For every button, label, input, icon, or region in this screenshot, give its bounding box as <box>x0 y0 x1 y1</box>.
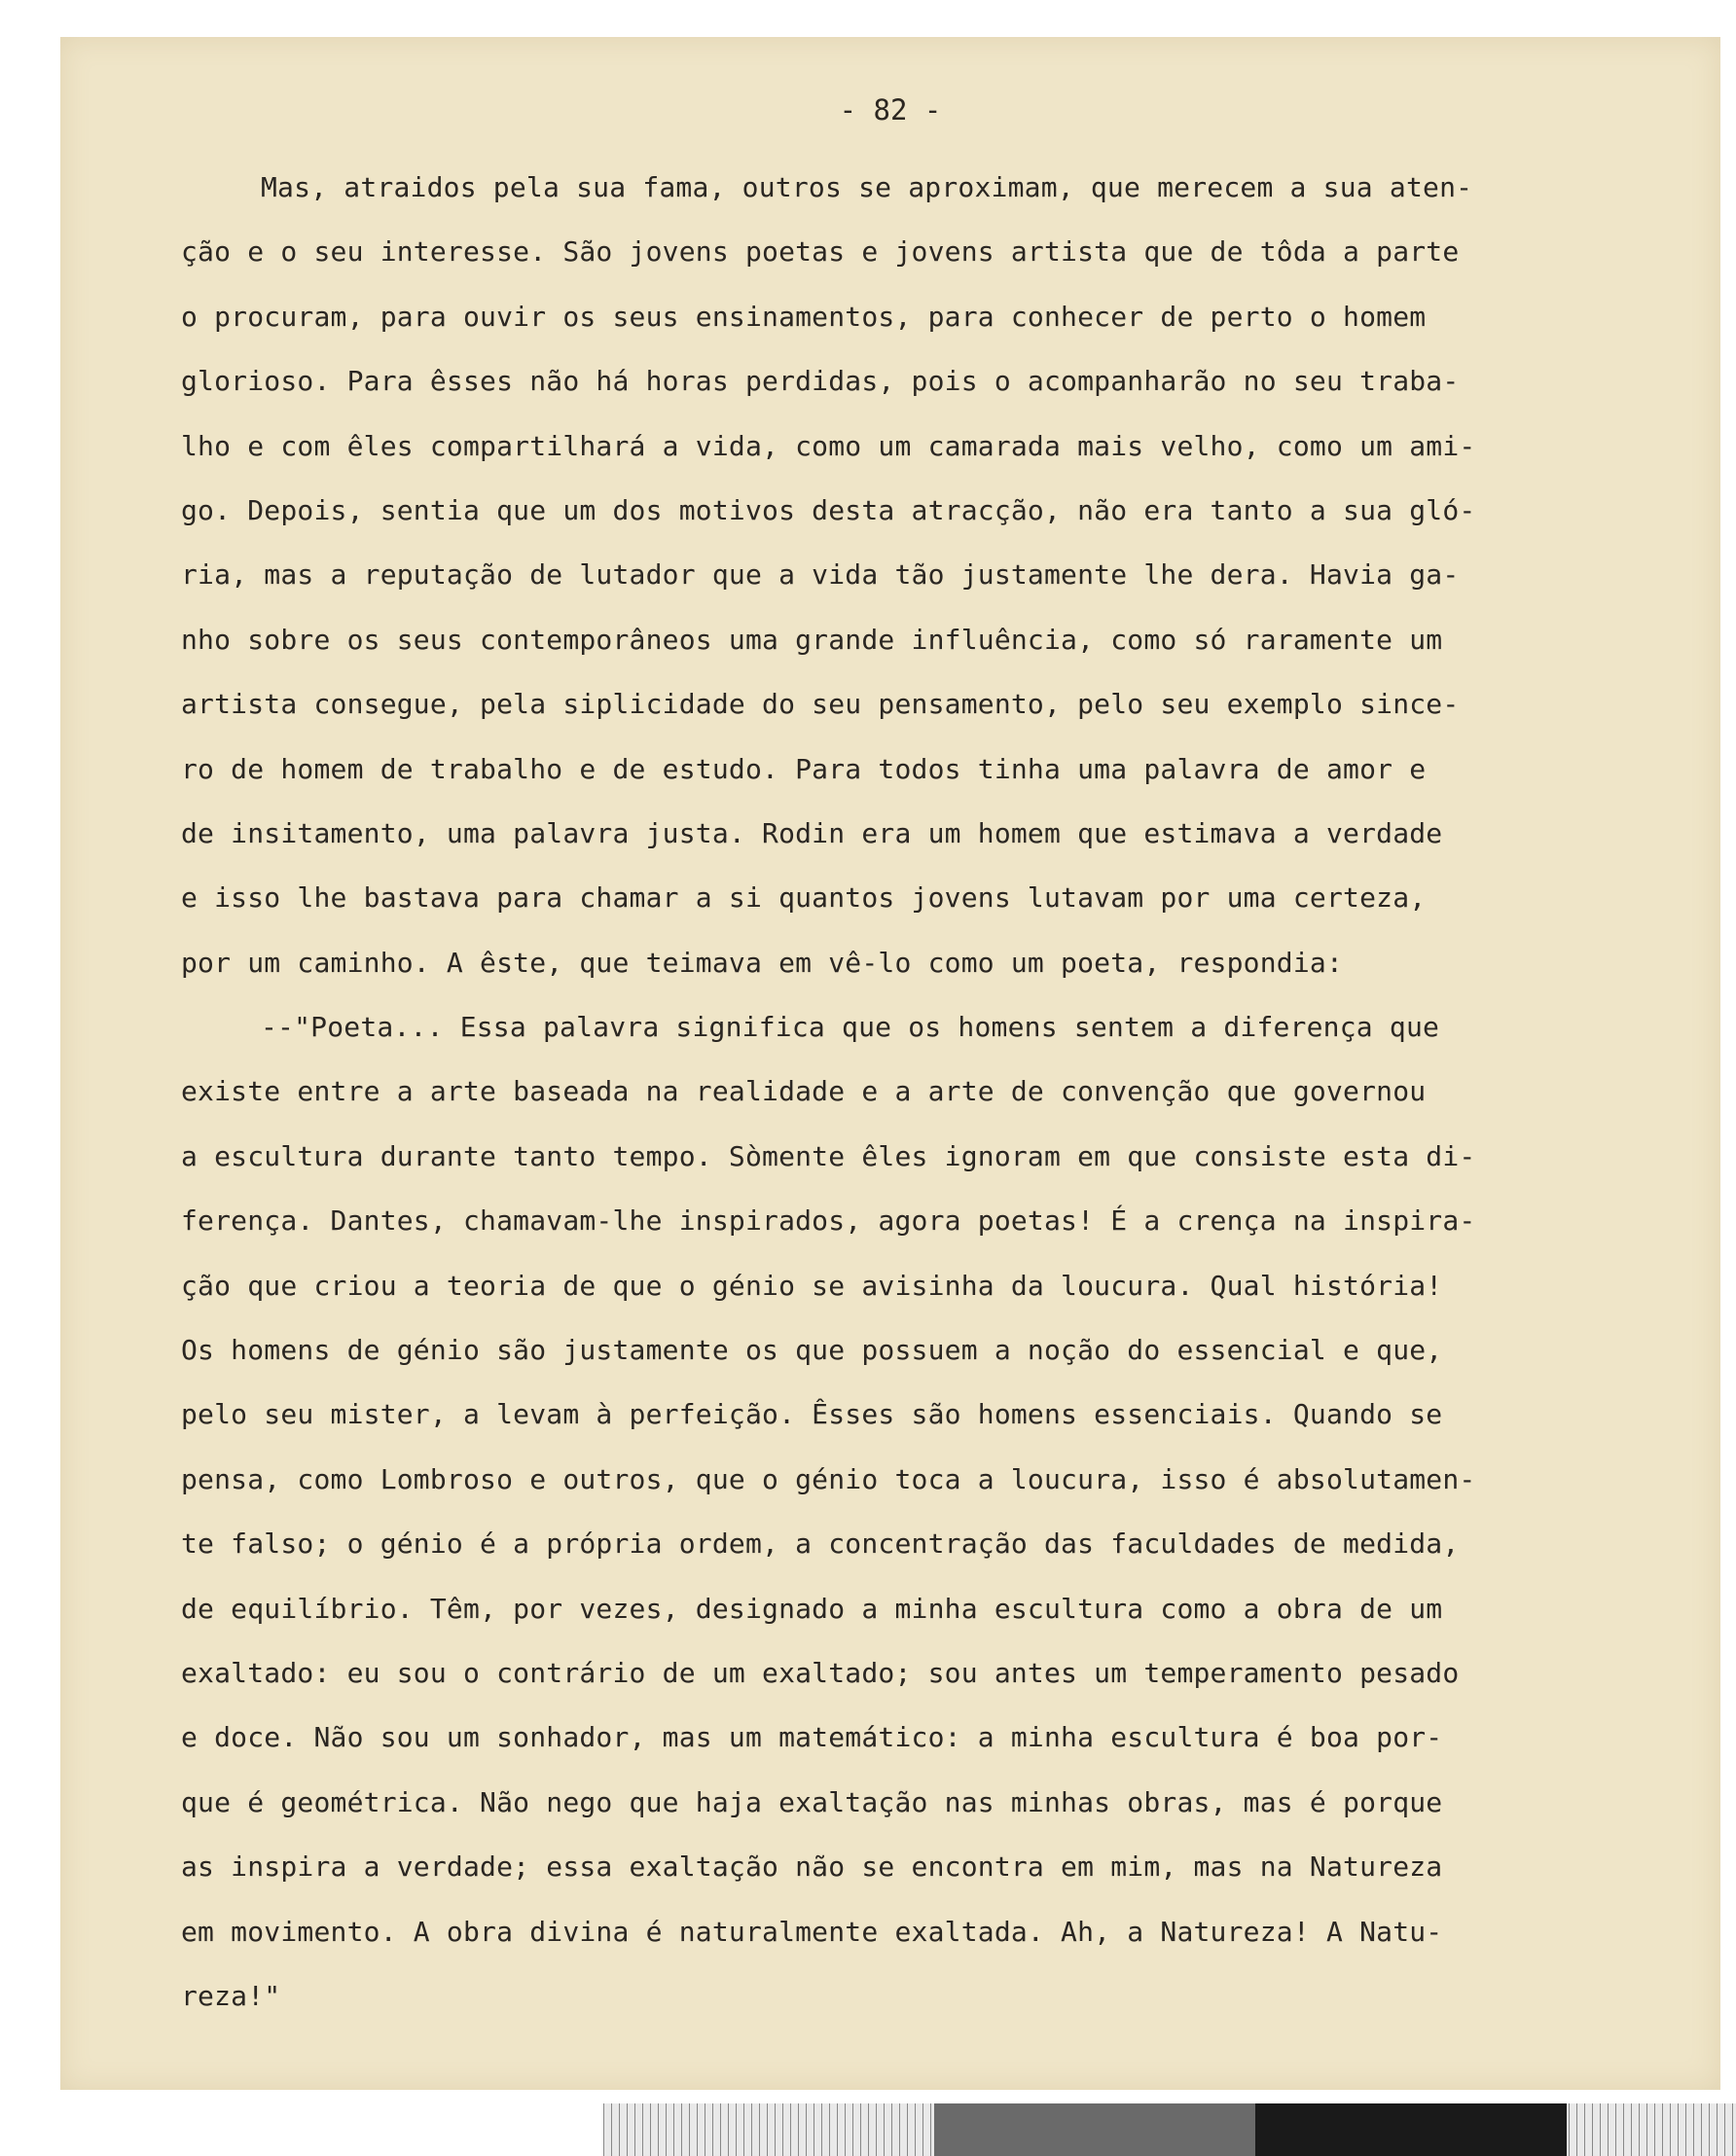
text-line: as inspira a verdade; essa exaltação não se encontra em mim, mas na Natureza <box>181 1851 1443 1884</box>
text-line: existe entre a arte baseada na realidade e a arte de convenção que governou <box>181 1075 1427 1108</box>
text-line: de insitamento, uma palavra justa. Rodin era um homem que estimava a verdade <box>181 816 1443 849</box>
text-line: que é geométrica. Não nego que haja exaltação nas minhas obras, mas é porque <box>181 1785 1443 1818</box>
typewritten-page <box>60 37 1720 2090</box>
text-line: ferença. Dantes, chamavam-lhe inspirados, agora poetas! É a crença na inspira- <box>181 1204 1476 1238</box>
text-line: reza!" <box>181 1979 281 2012</box>
text-line: de equilíbrio. Têm, por vezes, designado a minha escultura como a obra de um <box>181 1592 1443 1625</box>
text-line: ção que criou a teoria de que o génio se avisinha da loucura. Qual história! <box>181 1269 1443 1302</box>
text-line: a escultura durante tanto tempo. Sòmente êles ignoram em que consiste esta di- <box>181 1139 1476 1172</box>
text-line: lho e com êles compartilhará a vida, como um camarada mais velho, como um ami- <box>181 429 1476 462</box>
body-text <box>181 156 1736 2029</box>
text-line: e doce. Não sou um sonhador, mas um matemático: a minha escultura é boa por- <box>181 1721 1443 1754</box>
text-line: ria, mas a reputação de lutador que a vida tão justamente lhe dera. Havia ga- <box>181 558 1460 592</box>
text-line: e isso lhe bastava para chamar a si quantos jovens lutavam por uma certeza, <box>181 881 1427 915</box>
text-line: artista consegue, pela siplicidade do seu pensamento, pelo seu exemplo since- <box>181 688 1460 721</box>
text-line: Os homens de génio são justamente os que possuem a noção do essencial e que, <box>181 1334 1443 1367</box>
text-line: em movimento. A obra divina é naturalmente exaltada. Ah, a Natureza! A Natu- <box>181 1915 1443 1948</box>
color-bar-black <box>1255 2103 1567 2156</box>
text-line: go. Depois, sentia que um dos motivos desta atracção, não era tanto a sua gló- <box>181 493 1476 526</box>
color-bar-gray <box>934 2103 1255 2156</box>
text-line: ro de homem de trabalho e de estudo. Para todos tinha uma palavra de amor e <box>181 752 1427 785</box>
text-line: ção e o seu interesse. São jovens poetas e jovens artista que de tôda a parte <box>181 235 1460 269</box>
text-line: por um caminho. A êste, que teimava em vê-lo como um poeta, respondia: <box>181 946 1344 979</box>
text-line: pensa, como Lombroso e outros, que o génio toca a loucura, isso é absolutamen- <box>181 1462 1476 1495</box>
text-line: nho sobre os seus contemporâneos uma grande influência, como só raramente um <box>181 623 1443 656</box>
text-line: exaltado: eu sou o contrário de um exaltado; sou antes um temperamento pesado <box>181 1656 1460 1689</box>
text-line: glorioso. Para êsses não há horas perdidas, pois o acompanharão no seu traba- <box>181 365 1460 398</box>
text-line: pelo seu mister, a levam à perfeição. Êsses são homens essenciais. Quando se <box>181 1398 1443 1431</box>
page-number: - 82 - <box>839 93 942 126</box>
text-line: --"Poeta... Essa palavra significa que os homens sentem a diferença que <box>261 1011 1440 1044</box>
text-line: o procuram, para ouvir os seus ensinamentos, para conhecer de perto o homem <box>181 300 1427 333</box>
text-line: te falso; o génio é a própria ordem, a concentração das faculdades de medida, <box>181 1527 1460 1561</box>
text-line: Mas, atraidos pela sua fama, outros se aproximam, que merecem a sua aten- <box>261 171 1473 203</box>
